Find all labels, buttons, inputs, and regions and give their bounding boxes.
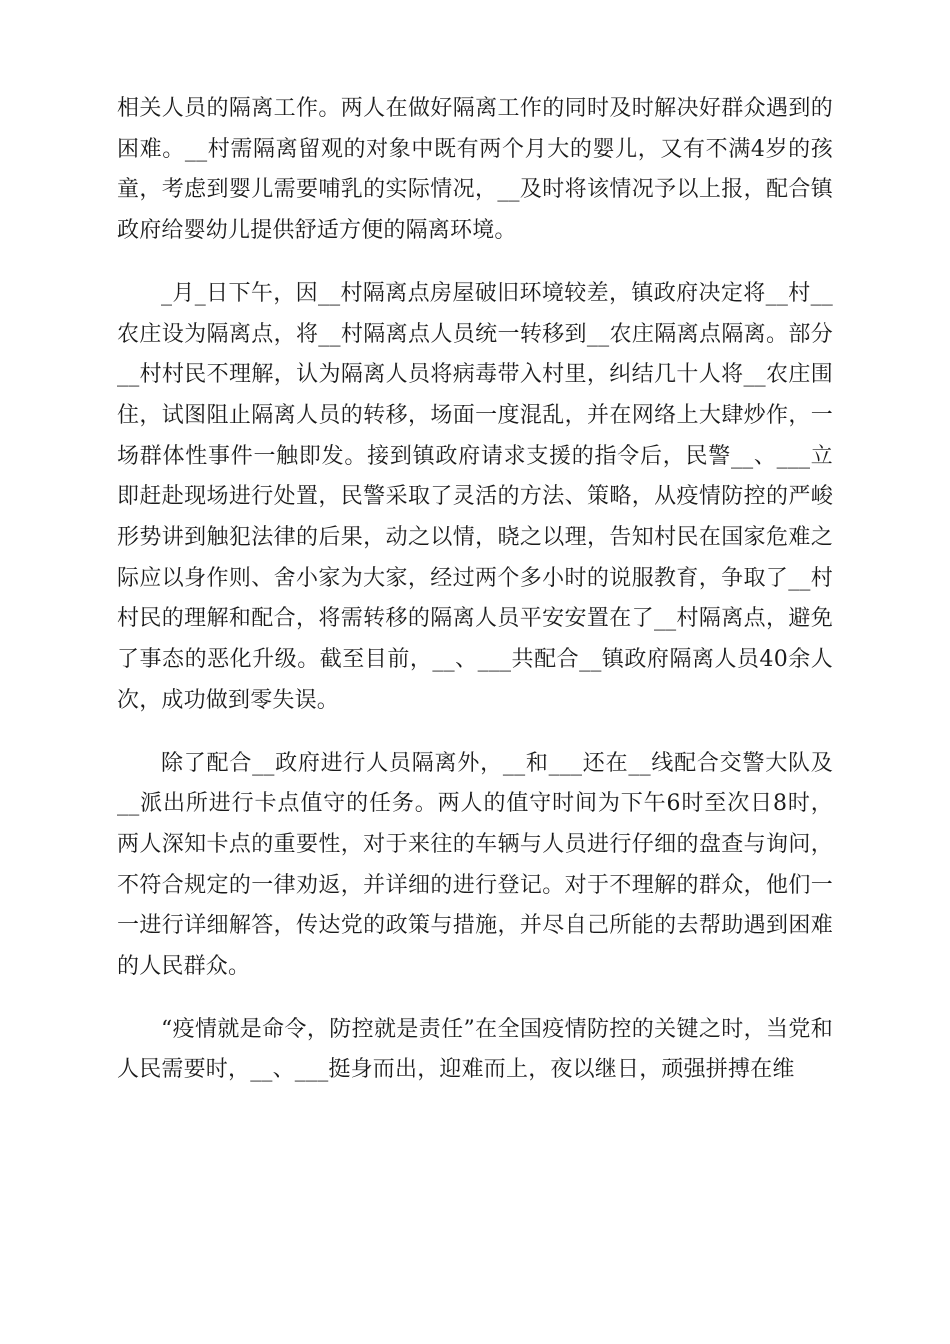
paragraph-2: _月_日下午，因__村隔离点房屋破旧环境较差，镇政府决定将__村__农庄设为隔离点，将__村隔离点人员统一转移到__农庄隔离点隔离。部分__村村民不理解，认为隔离人员将病毒带入村里，纠结几十人将__农庄围住，试图阻止隔离人员的转移，场面一度混乱，并在网络上大肆炒作，一场群体性事件一触即发。接到镇政府请求支援的指令后，民警__、___立即赶赴现场进行处置，民警采取了灵活的方法、策略，从疫情防控的严峻形势讲到触犯法律的后果，动之以情，晓之以理，告知村民在国家危难之际应以身作则、舍小家为大家，经过两个多小时的说服教育，争取了__村村民的理解和配合，将需转移的隔离人员平安安置在了__村隔离点，避免了事态的恶化升级。截至目前，__、___共配合__镇政府隔离人员40余人次，成功做到零失误。	[117, 280, 833, 713]
document-body	[117, 89, 833, 1091]
paragraph-1: 相关人员的隔离工作。两人在做好隔离工作的同时及时解决好群众遇到的困难。__村需隔离留观的对象中既有两个月大的婴儿，又有不满4岁的孩童，考虑到婴儿需要哺乳的实际情况，__及时将该情况予以上报，配合镇政府给婴幼儿提供舒适方便的隔离环境。	[117, 96, 833, 244]
paragraph-4: “疫情就是命令，防控就是责任”在全国疫情防控的关键之时，当党和人民需要时，__、___挺身而出，迎难而上，夜以继日，顽强拼搏在维	[117, 1016, 833, 1083]
paragraph-3: 除了配合__政府进行人员隔离外，__和___还在__线配合交警大队及__派出所进行卡点值守的任务。两人的值守时间为下午6时至次日8时，两人深知卡点的重要性，对于来往的车辆与人员进行仔细的盘查与询问，不符合规定的一律劝返，并详细的进行登记。对于不理解的群众，他们一一进行详细解答，传达党的政策与措施，并尽自己所能的去帮助遇到困难的人民群众。	[117, 750, 833, 980]
